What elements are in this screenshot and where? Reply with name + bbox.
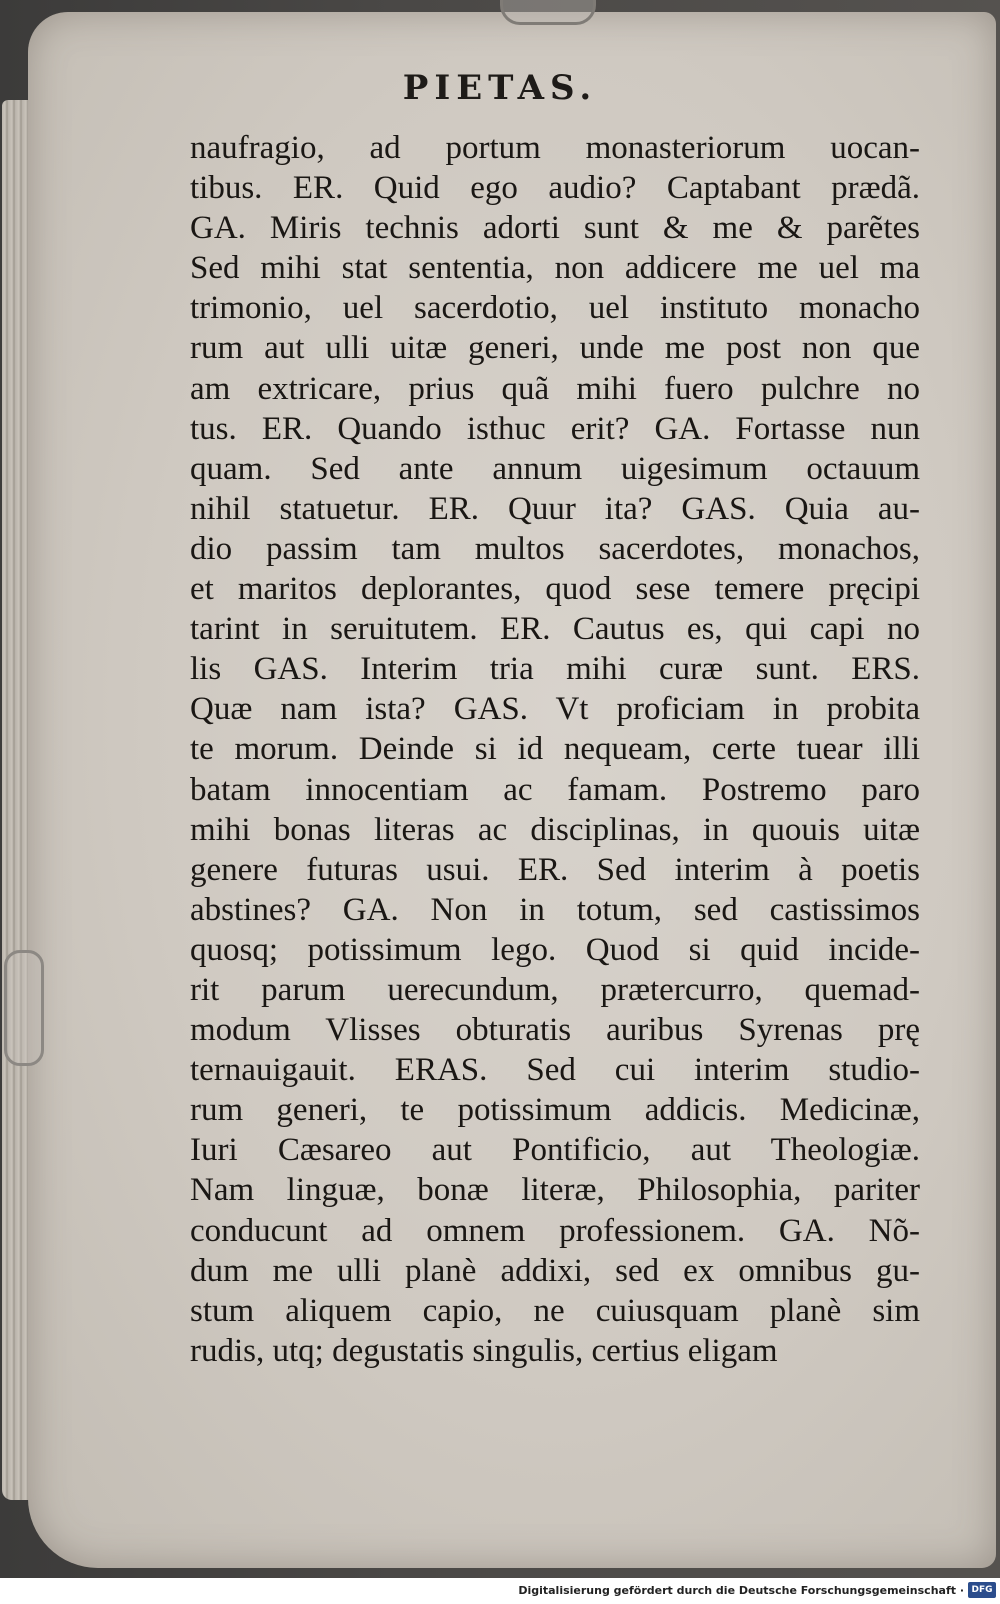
text-line: te morum. Deinde si id nequeam, certe tuear illi: [190, 731, 920, 768]
text-line: ternauigauit. ERAS. Sed cui interim studio-: [190, 1052, 920, 1089]
running-head: PIETAS.: [402, 68, 598, 108]
text-line: Nam linguæ, bonæ literæ, Philosophia, pariter: [190, 1172, 920, 1209]
text-line: rudis, utq; degustatis singulis, certius eligam: [190, 1332, 778, 1369]
side-clasp: [4, 950, 44, 1066]
text-line: tarint in seruitutem. ER. Cautus es, qui capi no: [190, 611, 920, 648]
text-line: modum Vlisses obturatis auribus Syrenas prę: [190, 1012, 920, 1049]
text-line: batam innocentiam ac famam. Postremo paro: [190, 771, 920, 808]
text-line: dum me ulli planè addixi, sed ex omnibus gu-: [190, 1252, 920, 1289]
top-clasp: [500, 0, 596, 25]
text-line: dio passim tam multos sacerdotes, monachos,: [190, 530, 920, 567]
text-line: Iuri Cæsareo aut Pontificio, aut Theologiæ.: [190, 1132, 920, 1169]
text-line: trimonio, uel sacerdotio, uel instituto monacho: [190, 290, 920, 327]
text-line: mihi bonas literas ac disciplinas, in quouis uitæ: [190, 811, 920, 848]
text-line: nihil statuetur. ER. Quur ita? GAS. Quia au-: [190, 490, 920, 527]
text-line: Sed mihi stat sententia, non addicere me uel ma: [190, 250, 920, 287]
body-text: [190, 128, 920, 1371]
text-line: rum generi, te potissimum addicis. Medicinæ,: [190, 1092, 920, 1129]
text-line: GA. Miris technis adorti sunt & me & parẽtes: [190, 210, 920, 247]
footer-credit: Digitalisierung gefördert durch die Deutsche Forschungsgemeinschaft ·: [518, 1584, 964, 1597]
text-line: am extricare, prius quã mihi fuero pulchre no: [190, 370, 920, 407]
text-line: conducunt ad omnem professionem. GA. Nõ-: [190, 1212, 920, 1249]
text-line: genere futuras usui. ER. Sed interim à poetis: [190, 851, 920, 888]
text-line: rum aut ulli uitæ generi, unde me post non que: [190, 330, 920, 367]
text-line: et maritos deplorantes, quod sese temere pręcipi: [190, 571, 920, 608]
text-line: quam. Sed ante annum uigesimum octauum: [190, 450, 920, 487]
text-line: stum aliquem capio, ne cuiusquam planè sim: [190, 1292, 920, 1329]
text-line: Quæ nam ista? GAS. Vt proficiam in probita: [190, 691, 920, 728]
text-line: rit parum uerecundum, prætercurro, quemad-: [190, 971, 920, 1008]
text-line: quosq; potissimum lego. Quod si quid incide-: [190, 931, 920, 968]
text-line: lis GAS. Interim tria mihi curæ sunt. ERS.: [190, 651, 920, 688]
text-line: abstines? GA. Non in totum, sed castissimos: [190, 891, 920, 928]
text-line: tibus. ER. Quid ego audio? Captabant prædã.: [190, 170, 920, 207]
text-line: naufragio, ad portum monasteriorum uocan-: [190, 130, 920, 166]
text-line: tus. ER. Quando isthuc erit? GA. Fortasse nun: [190, 410, 920, 447]
dfg-logo: DFG: [968, 1582, 996, 1598]
